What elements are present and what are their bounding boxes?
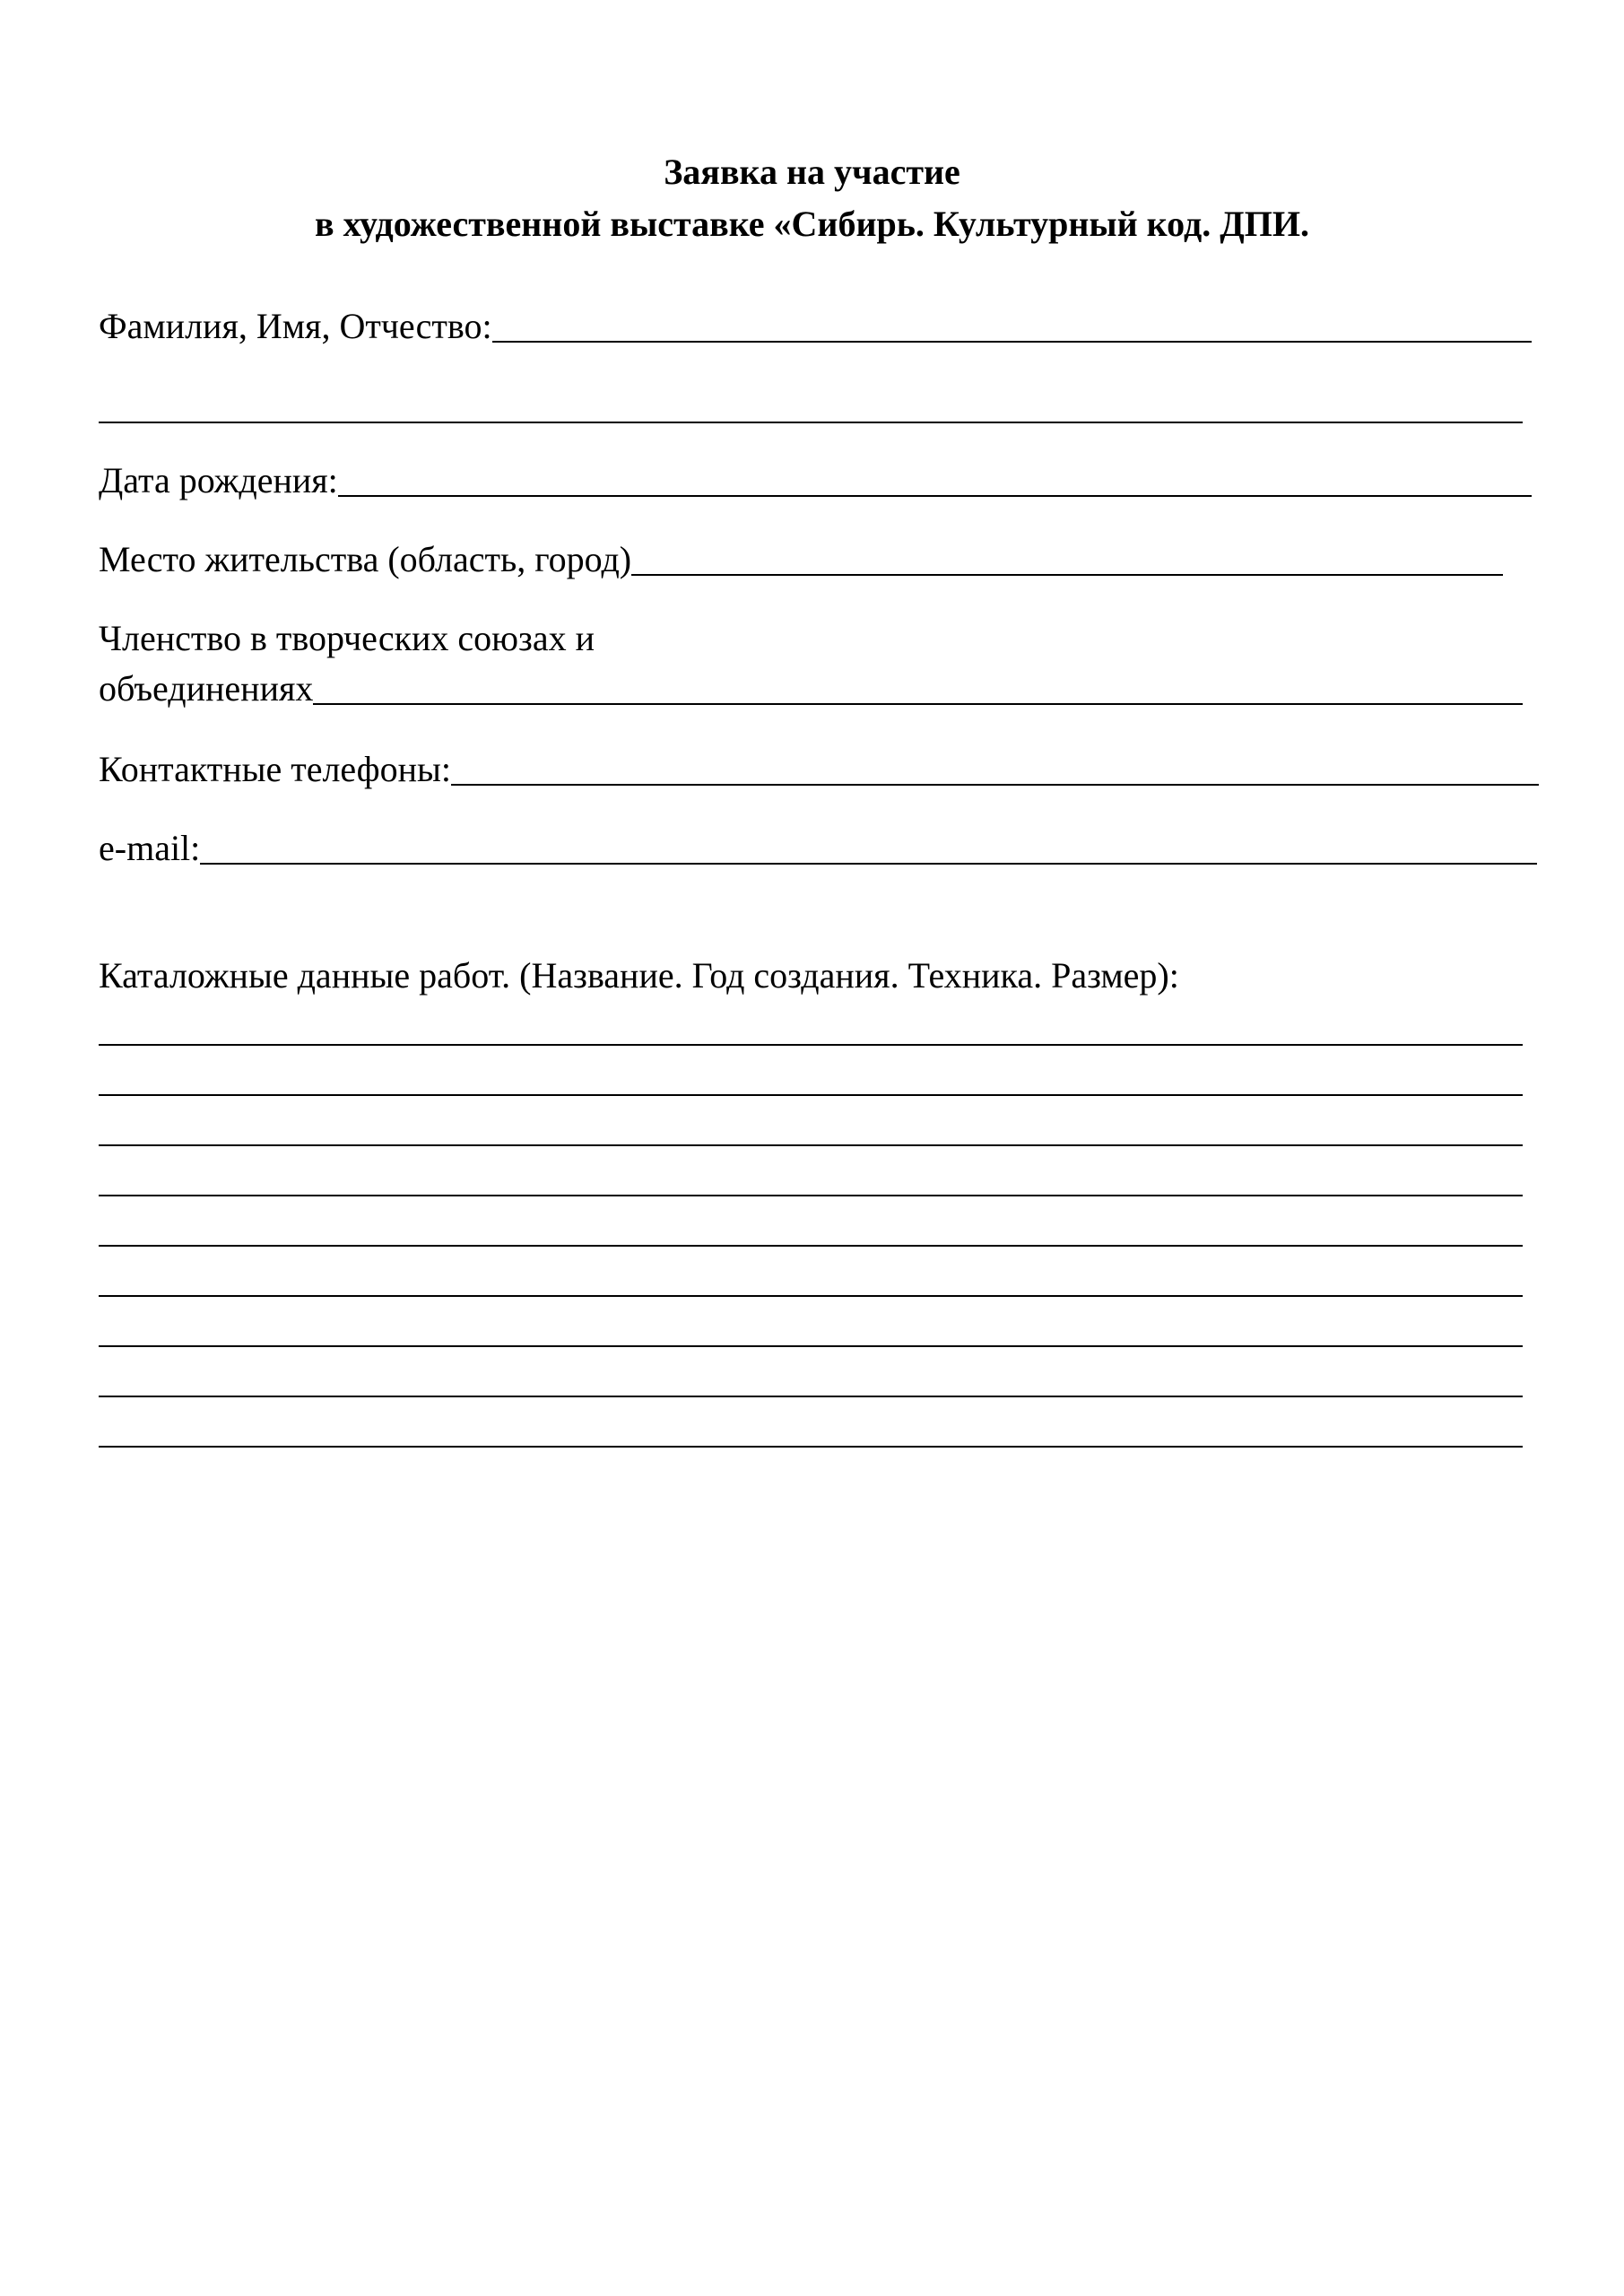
phones-label: Контактные телефоны:: [99, 749, 451, 789]
birth-date-label: Дата рождения:: [99, 460, 338, 500]
full-name-continuation-line[interactable]: [99, 422, 1523, 423]
catalog-line[interactable]: [99, 1245, 1523, 1247]
membership-field[interactable]: [99, 667, 1523, 710]
membership-input-line[interactable]: [313, 667, 1523, 705]
catalog-line[interactable]: [99, 1396, 1523, 1397]
full-name-input-line[interactable]: [492, 305, 1532, 343]
residence-input-line[interactable]: [631, 538, 1503, 576]
birth-date-input-line[interactable]: [338, 459, 1532, 497]
email-field[interactable]: [99, 827, 1537, 870]
phones-input-line[interactable]: [451, 748, 1539, 786]
birth-date-field[interactable]: [99, 459, 1532, 502]
membership-label-line1: Членство в творческих союзах и: [99, 618, 595, 658]
catalog-line[interactable]: [99, 1345, 1523, 1347]
catalog-line[interactable]: [99, 1144, 1523, 1146]
phones-field[interactable]: [99, 748, 1539, 791]
residence-field[interactable]: [99, 538, 1503, 581]
full-name-field[interactable]: [99, 305, 1532, 348]
document-title: Заявка на участие: [664, 152, 960, 192]
residence-label: Место жительства (область, город): [99, 539, 632, 579]
full-name-label: Фамилия, Имя, Отчество:: [99, 306, 492, 346]
document-subtitle: в художественной выставке «Сибирь. Культурный код. ДПИ.: [314, 204, 1310, 244]
catalog-line[interactable]: [99, 1094, 1523, 1096]
catalog-line[interactable]: [99, 1446, 1523, 1448]
catalog-line[interactable]: [99, 1195, 1523, 1196]
email-label: e-mail:: [99, 828, 201, 868]
catalog-line[interactable]: [99, 1044, 1523, 1046]
catalog-label: Каталожные данные работ. (Название. Год создания. Техника. Размер):: [99, 955, 1179, 996]
catalog-line[interactable]: [99, 1295, 1523, 1297]
membership-label-line2: объединениях: [99, 668, 314, 709]
email-input-line[interactable]: [200, 827, 1537, 865]
